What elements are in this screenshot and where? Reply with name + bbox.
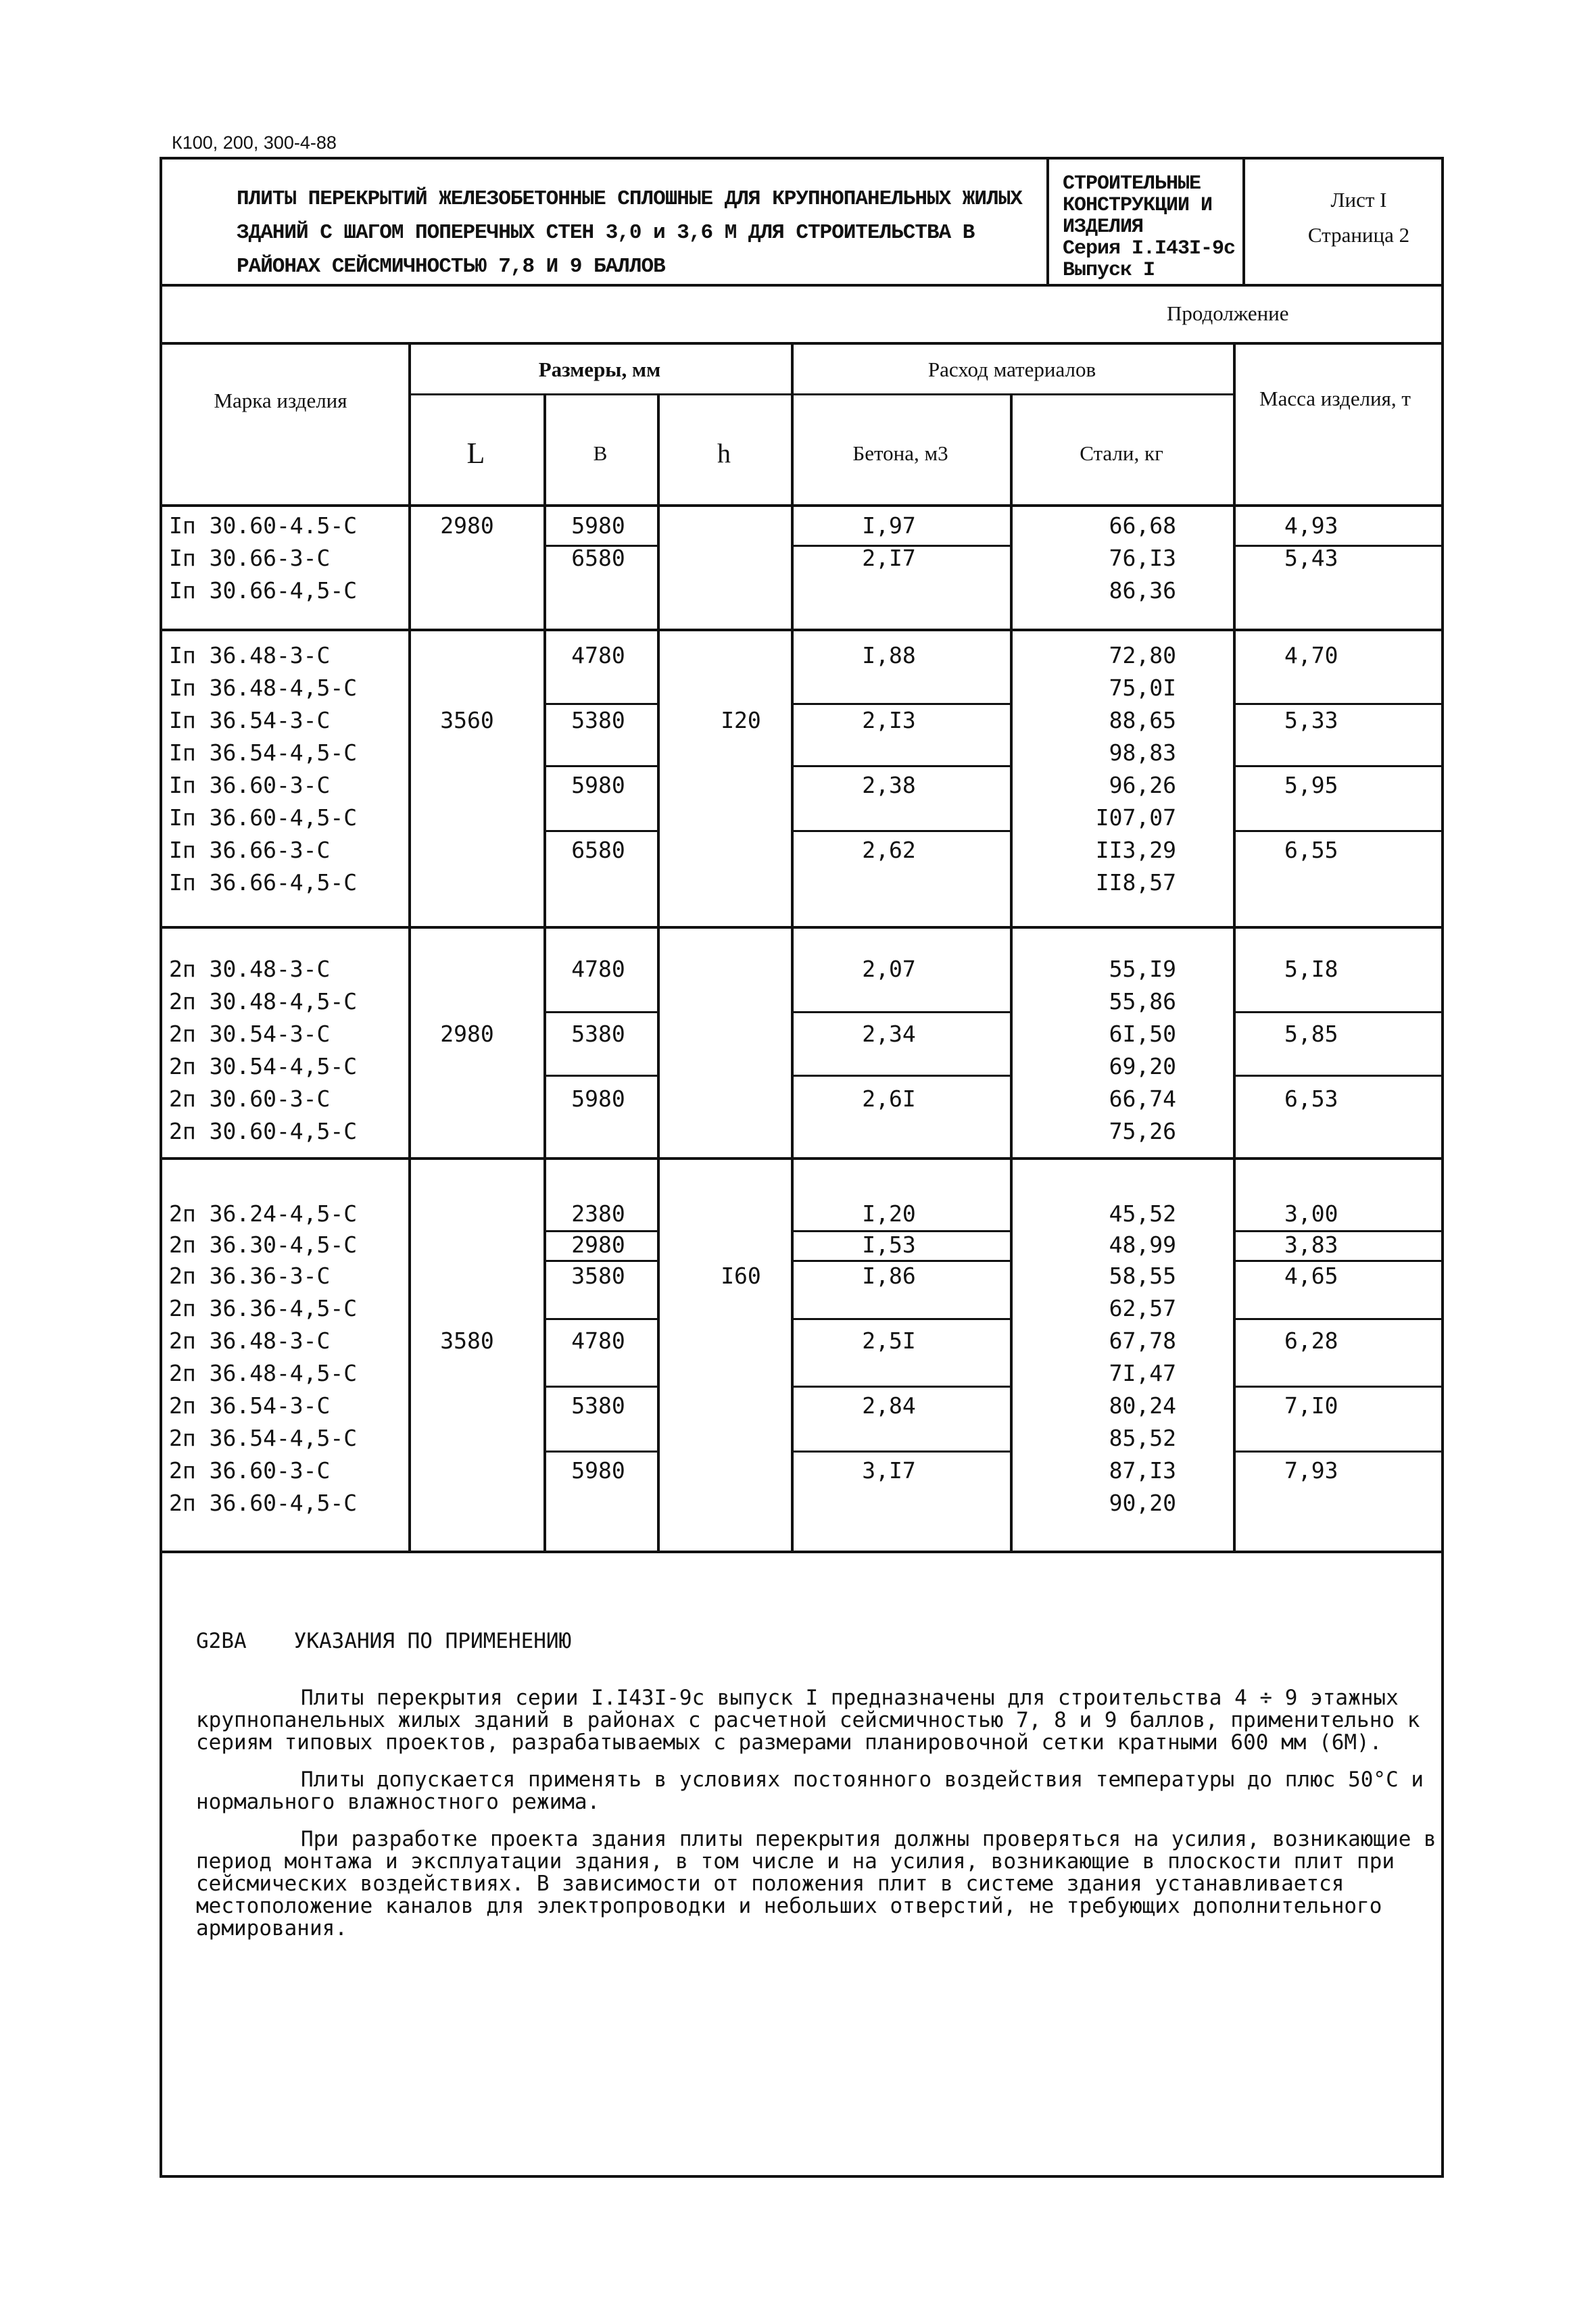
row-line-c [791, 1318, 1010, 1320]
row-line-m [1233, 830, 1443, 832]
row-mark: 2п 30.60-4,5-С [169, 1118, 358, 1144]
row-line-b [543, 830, 657, 832]
col-line-mass [1233, 342, 1236, 1552]
row-mark: 2п 36.54-3-С [169, 1392, 331, 1419]
row-concrete: I,97 [862, 512, 916, 539]
row-concrete: 2,I7 [862, 545, 916, 571]
row-concrete: I,86 [862, 1263, 916, 1289]
col-line-concrete [791, 342, 794, 1552]
row-steel: 66,74 [1109, 1086, 1176, 1112]
row-width: 2380 [571, 1200, 625, 1227]
row-mark: 2п 30.48-4,5-С [169, 988, 358, 1015]
row-concrete: 2,62 [862, 837, 916, 863]
row-line-m [1233, 1260, 1443, 1262]
row-mass: 4,65 [1284, 1263, 1338, 1289]
row-line-c [791, 765, 1010, 767]
header-subline [408, 393, 1233, 395]
row-concrete: 2,84 [862, 1392, 916, 1419]
row-width: 5980 [571, 772, 625, 798]
document-title: ПЛИТЫ ПЕРЕКРЫТИЙ ЖЕЛЕЗОБЕТОННЫЕ СПЛОШНЫЕ ДЛЯ КРУПНОПАНЕЛЬНЫХ ЖИЛЫХ ЗДАНИЙ С ШАГОМ ПОПЕРЕЧНЫХ СТЕН 3,0 и 3,6 М ДЛЯ СТРОИТЕЛЬСТВА В РАЙОНАХ СЕЙСМИЧНОСТЬЮ 7,8 И 9 БАЛЛОВ [237, 187, 1022, 278]
row-steel: I07,07 [1095, 804, 1176, 831]
page-number: Страница 2 [1307, 223, 1410, 247]
row-width: 4780 [571, 956, 625, 982]
row-width: 5980 [571, 512, 625, 539]
group-separator-2 [160, 926, 1444, 929]
document-code: К100, 200, 300-4-88 [172, 132, 337, 153]
group-separator-3 [160, 1157, 1444, 1160]
section-line-2: КОНСТРУКЦИИ И [1063, 194, 1213, 217]
row-mass: 5,I8 [1284, 956, 1338, 982]
continuation-label: Продолжение [1167, 301, 1289, 325]
notes-heading: УКАЗАНИЯ ПО ПРИМЕНЕНИЮ [293, 1629, 572, 1653]
row-width: 6580 [571, 837, 625, 863]
row-mass: 6,53 [1284, 1086, 1338, 1112]
col-line-L [408, 342, 411, 1552]
row-steel: 98,83 [1109, 739, 1176, 766]
row-steel: 87,I3 [1109, 1457, 1176, 1484]
row-mark: 2п 30.60-3-С [169, 1086, 331, 1112]
row-line-b [543, 1011, 657, 1013]
row-width: 4780 [571, 1327, 625, 1354]
row-concrete: 2,38 [862, 772, 916, 798]
row-steel: 88,65 [1109, 707, 1176, 733]
row-width: 5380 [571, 1021, 625, 1047]
row-line-m [1233, 1386, 1443, 1388]
row-steel: 6I,50 [1109, 1021, 1176, 1047]
row-steel: 69,20 [1109, 1053, 1176, 1079]
row-line-c [791, 703, 1010, 705]
row-mark: 2п 30.54-4,5-С [169, 1053, 358, 1079]
row-line-m [1233, 1451, 1443, 1453]
header-L: L [466, 437, 485, 470]
row-mark: 2п 36.48-4,5-С [169, 1360, 358, 1386]
row-mark: Iп 36.60-3-С [169, 772, 331, 798]
row-mark: Iп 30.66-4,5-С [169, 577, 358, 604]
sheet-block [1271, 182, 1447, 253]
row-concrete: I,88 [862, 642, 916, 668]
issue-label: Выпуск I [1063, 259, 1155, 282]
row-mark: Iп 36.48-3-С [169, 642, 331, 668]
row-steel: 55,86 [1109, 988, 1176, 1015]
row-line-c [791, 830, 1010, 832]
row-mass: 5,95 [1284, 772, 1338, 798]
row-steel: 55,I9 [1109, 956, 1176, 982]
group-separator-1 [160, 629, 1444, 631]
table-top [160, 342, 1444, 345]
row-concrete: I,20 [862, 1200, 916, 1227]
row-mark: 2п 30.48-3-С [169, 956, 331, 982]
header-bottom [160, 504, 1444, 507]
row-mass: 6,28 [1284, 1327, 1338, 1354]
row-line-m [1233, 1318, 1443, 1320]
row-line-m [1233, 765, 1443, 767]
frame-left [160, 157, 162, 2178]
row-concrete: I,53 [862, 1232, 916, 1258]
frame-top [160, 157, 1444, 160]
row-width: 2980 [571, 1232, 625, 1258]
row-line-b [543, 1386, 657, 1388]
notes-heading-line [196, 1629, 1453, 1653]
row-steel: 62,57 [1109, 1295, 1176, 1321]
row-steel: 72,80 [1109, 642, 1176, 668]
header-materials: Расход материалов [927, 358, 1096, 381]
header-h: h [717, 438, 731, 468]
row-steel: 76,I3 [1109, 545, 1176, 571]
row-steel: 7I,47 [1109, 1360, 1176, 1386]
row-mark: 2п 36.60-4,5-С [169, 1490, 358, 1516]
row-mass: 5,33 [1284, 707, 1338, 733]
row-line-b [543, 1318, 657, 1320]
row-mass: 3,83 [1284, 1232, 1338, 1258]
sheet-number: Лист I [1330, 188, 1387, 212]
row-steel: 80,24 [1109, 1392, 1176, 1419]
row-mass: 5,85 [1284, 1021, 1338, 1047]
col-line-steel [1010, 393, 1013, 1552]
row-steel: 48,99 [1109, 1232, 1176, 1258]
row-mark: Iп 36.54-3-С [169, 707, 331, 733]
row-width: 5980 [571, 1457, 625, 1484]
row-length: 2980 [440, 1021, 494, 1047]
row-mark: Iп 36.66-4,5-С [169, 869, 358, 896]
row-steel: 75,0I [1109, 675, 1176, 701]
row-line-m [1233, 1011, 1443, 1013]
row-mark: 2п 36.54-4,5-С [169, 1425, 358, 1451]
notes-paragraph-2: Плиты допускается применять в условиях постоянного воздействия температуры до плюс 50°С и нормального влажностного режима. [196, 1768, 1424, 1814]
row-steel: 86,36 [1109, 577, 1176, 604]
notes-paragraph-3: При разработке проекта здания плиты перекрытия должны проверяться на усилия, возникающие в период монтажа и эксплуатации здания, в том числе и на усилия, возникающие в плоскости плит при сейсмических воздействиях. В зависимости от положения плит в системе здания устанавливается местоположение каналов для электропроводки и небольших отверстий, не требующих дополнительного армирования. [196, 1827, 1436, 1941]
header-steel: Стали, кг [1080, 441, 1163, 465]
header-sizes: Размеры, мм [538, 358, 661, 381]
section-line-3: ИЗДЕЛИЯ [1063, 216, 1144, 239]
row-mark: Iп 36.60-4,5-С [169, 804, 358, 831]
col-line-h [657, 393, 660, 1552]
row-line-c [791, 1260, 1010, 1262]
row-mark: Iп 30.60-4.5-С [169, 512, 358, 539]
row-mass: 7,I0 [1284, 1392, 1338, 1419]
row-line-m [1233, 1075, 1443, 1077]
row-length: 3580 [440, 1327, 494, 1354]
header-concrete: Бетона, м3 [852, 441, 948, 465]
row-concrete: 2,6I [862, 1086, 916, 1112]
header-B: В [593, 441, 608, 465]
row-line-c [791, 1451, 1010, 1453]
row-mass: 3,00 [1284, 1200, 1338, 1227]
row-concrete: 3,I7 [862, 1457, 916, 1484]
row-concrete: 2,34 [862, 1021, 916, 1047]
frame-bottom [160, 2175, 1444, 2178]
notes-paragraph-1: Плиты перекрытия серии I.I43I-9с выпуск I предназначены для строительства 4 ÷ 9 этажных крупнопанельных жилых зданий в районах с расчетной сейсмичностью 7, 8 и 9 баллов, применительно к сериям типовых проектов, разрабатываемых с размерами планировочной сетки кратными 600 мм (6М). [196, 1686, 1420, 1755]
row-mark: Iп 30.66-3-С [169, 545, 331, 571]
col-line-B [543, 393, 546, 1552]
row-steel: 90,20 [1109, 1490, 1176, 1516]
row-concrete: 2,5I [862, 1327, 916, 1354]
row-mark: Iп 36.54-4,5-С [169, 739, 358, 766]
row-mark: Iп 36.48-4,5-С [169, 675, 358, 701]
row-steel: 66,68 [1109, 512, 1176, 539]
row-height: I60 [721, 1263, 761, 1289]
row-mass: 4,93 [1284, 512, 1338, 539]
title-block-bottom [160, 284, 1444, 287]
row-mark: 2п 36.24-4,5-С [169, 1200, 358, 1227]
row-concrete: 2,07 [862, 956, 916, 982]
row-mark: 2п 36.30-4,5-С [169, 1232, 358, 1258]
row-steel: 45,52 [1109, 1200, 1176, 1227]
row-line-c [791, 1011, 1010, 1013]
row-width: 6580 [571, 545, 625, 571]
row-mark: 2п 36.60-3-С [169, 1457, 331, 1484]
header-mark: Марка изделия [214, 389, 347, 412]
section-block [1063, 173, 1252, 281]
row-steel: 58,55 [1109, 1263, 1176, 1289]
row-mass: 5,43 [1284, 545, 1338, 571]
row-concrete: 2,I3 [862, 707, 916, 733]
row-width: 5980 [571, 1086, 625, 1112]
row-width: 4780 [571, 642, 625, 668]
row-line-b [543, 1260, 657, 1262]
row-steel: 85,52 [1109, 1425, 1176, 1451]
row-width: 5380 [571, 707, 625, 733]
row-mark: 2п 36.48-3-С [169, 1327, 331, 1354]
row-mass: 6,55 [1284, 837, 1338, 863]
row-mark: 2п 36.36-3-С [169, 1263, 331, 1289]
row-mark: 2п 36.36-4,5-С [169, 1295, 358, 1321]
series-label: Серия I.I43I-9с [1063, 237, 1236, 260]
row-mark: Iп 36.66-3-С [169, 837, 331, 863]
table-bottom [160, 1551, 1444, 1553]
row-mass: 7,93 [1284, 1457, 1338, 1484]
header-mass: Масса изделия, т [1259, 387, 1411, 410]
row-line-c [791, 1075, 1010, 1077]
row-line-b [543, 1075, 657, 1077]
row-mark: 2п 30.54-3-С [169, 1021, 331, 1047]
row-line-b [543, 703, 657, 705]
row-line-m [1233, 703, 1443, 705]
notes-code: G2BA [196, 1629, 247, 1653]
row-line-b [543, 765, 657, 767]
section-line-1: СТРОИТЕЛЬНЫЕ [1063, 172, 1201, 195]
row-steel: 96,26 [1109, 772, 1176, 798]
row-length: 3560 [440, 707, 494, 733]
row-steel: 67,78 [1109, 1327, 1176, 1354]
row-steel: II8,57 [1095, 869, 1176, 896]
notes-section [196, 1629, 1453, 1955]
row-width: 3580 [571, 1263, 625, 1289]
row-line-c [791, 1386, 1010, 1388]
row-line-b [543, 1451, 657, 1453]
row-mass: 4,70 [1284, 642, 1338, 668]
row-steel: II3,29 [1095, 837, 1176, 863]
row-height: I20 [721, 707, 761, 733]
row-steel: 75,26 [1109, 1118, 1176, 1144]
row-length: 2980 [440, 512, 494, 539]
row-width: 5380 [571, 1392, 625, 1419]
